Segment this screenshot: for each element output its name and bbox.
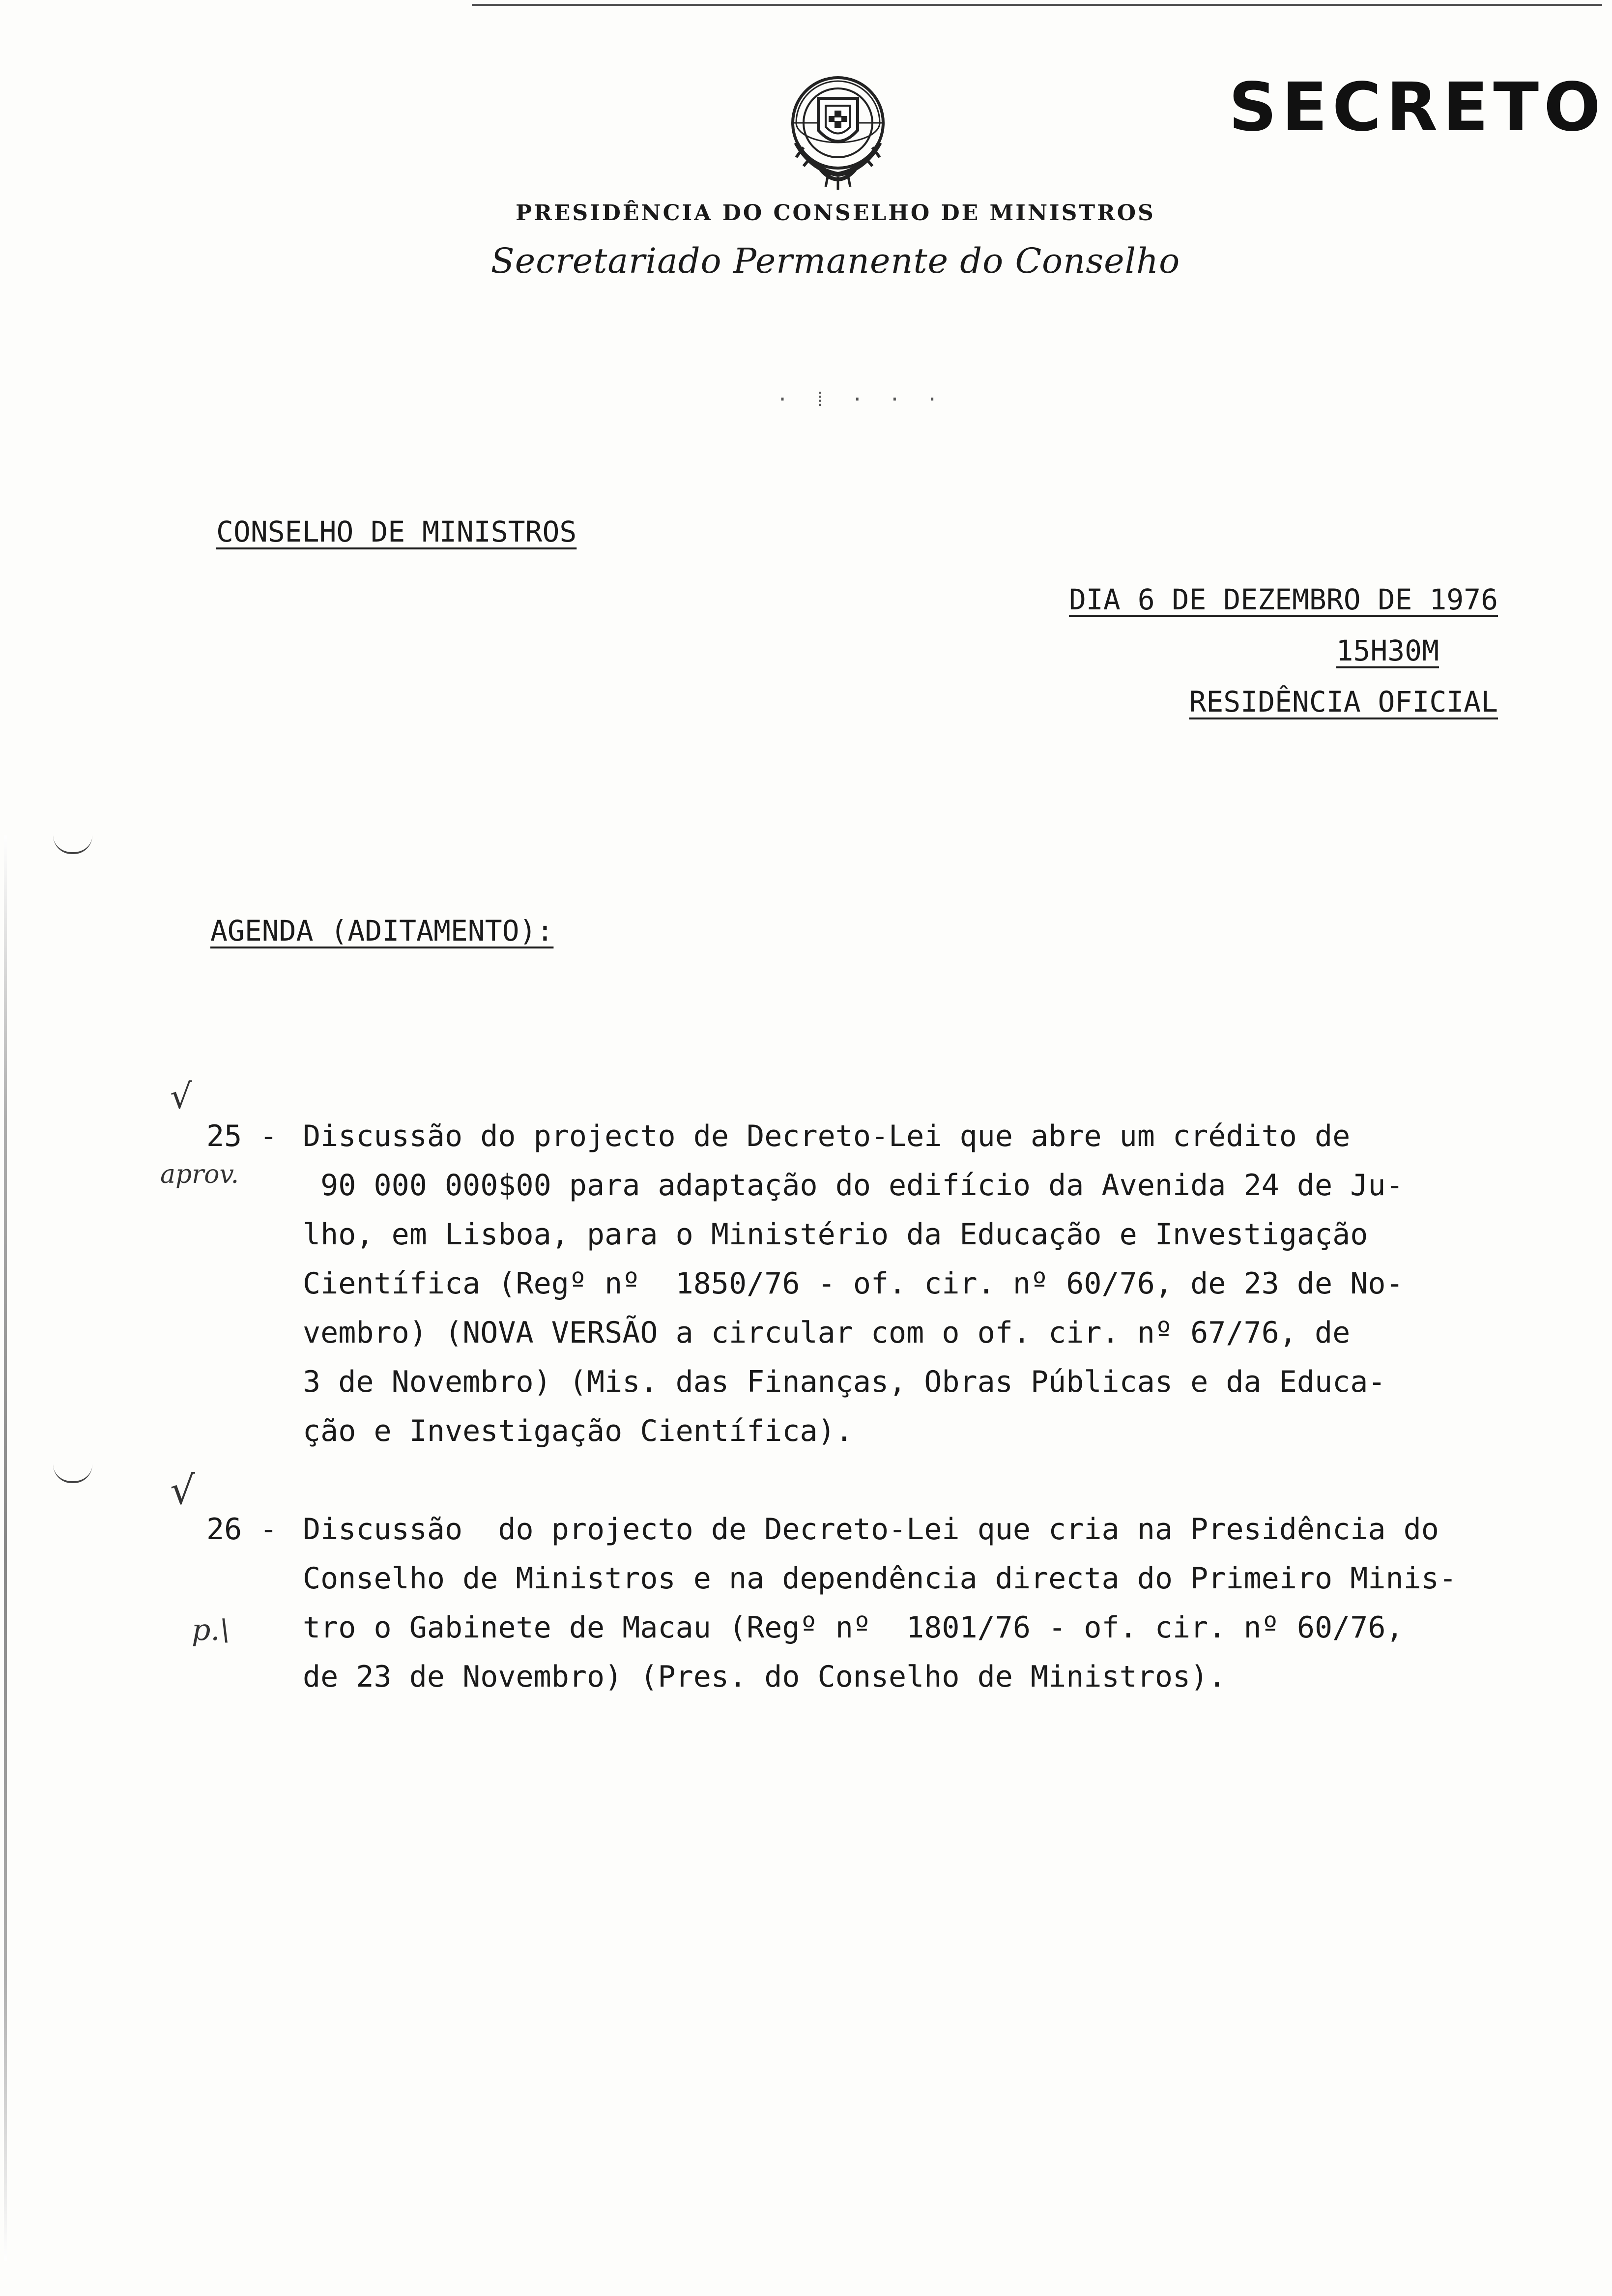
- agenda-item-line: tro o Gabinete de Macau (Regº nº 1801/76 - of. cir. nº 60/76,: [303, 1610, 1404, 1645]
- check-mark-icon: √: [170, 1467, 195, 1513]
- agenda-item-line: 3 de Novembro) (Mis. das Finanças, Obras Públicas e da Educa-: [303, 1365, 1386, 1399]
- agenda-item-line: 90 000 000$00 para adaptação do edifício da Avenida 24 de Ju-: [303, 1168, 1404, 1203]
- meeting-time: 15H30M: [1336, 634, 1439, 667]
- margin-bracket-mark: [53, 835, 92, 854]
- scan-left-edge: [4, 835, 7, 2261]
- secretariat-name: Secretariado Permanente do Conselho: [490, 241, 1180, 281]
- institution-name: PRESIDÊNCIA DO CONSELHO DE MINISTROS: [516, 201, 1155, 226]
- meeting-details: [1069, 574, 1498, 727]
- classification-stamp: SECRETO: [1229, 69, 1606, 146]
- agenda-item-number: 25 -: [206, 1119, 278, 1153]
- agenda-item-line: Conselho de Ministros e na dependência directa do Primeiro Minis-: [303, 1561, 1457, 1596]
- agenda-item-line: Científica (Regº nº 1850/76 - of. cir. nº 60/76, de 23 de No-: [303, 1266, 1404, 1301]
- top-edge-rule: [472, 4, 1602, 6]
- agenda-item-text: [303, 1112, 1612, 1456]
- agenda-item-line: Discussão do projecto de Decreto-Lei que cria na Presidência do: [303, 1512, 1439, 1547]
- agenda-item-line: lho, em Lisboa, para o Ministério da Educação e Investigação: [303, 1217, 1368, 1252]
- faint-stamp-marks: · ⁞ · · ·: [777, 388, 945, 411]
- agenda-heading: AGENDA (ADITAMENTO):: [210, 914, 554, 947]
- margin-bracket-mark: [53, 1464, 92, 1483]
- agenda-item-line: ção e Investigação Científica).: [303, 1414, 853, 1448]
- meeting-date: DIA 6 DE DEZEMBRO DE 1976: [1069, 583, 1498, 616]
- agenda-item-text: [303, 1505, 1612, 1701]
- council-heading: CONSELHO DE MINISTROS: [216, 515, 577, 548]
- meeting-place: RESIDÊNCIA OFICIAL: [1189, 685, 1498, 718]
- handwritten-annotation: aprov.: [160, 1160, 239, 1189]
- handwritten-annotation: p.\: [192, 1613, 230, 1647]
- check-mark-icon: √: [170, 1076, 192, 1117]
- portuguese-coat-of-arms-icon: [781, 69, 894, 192]
- agenda-item-line: Discussão do projecto de Decreto-Lei que abre um crédito de: [303, 1119, 1351, 1153]
- agenda-item-number: 26 -: [206, 1512, 278, 1547]
- agenda-item-line: vembro) (NOVA VERSÃO a circular com o of. cir. nº 67/76, de: [303, 1316, 1351, 1350]
- agenda-item-line: de 23 de Novembro) (Pres. do Conselho de Ministros).: [303, 1660, 1226, 1694]
